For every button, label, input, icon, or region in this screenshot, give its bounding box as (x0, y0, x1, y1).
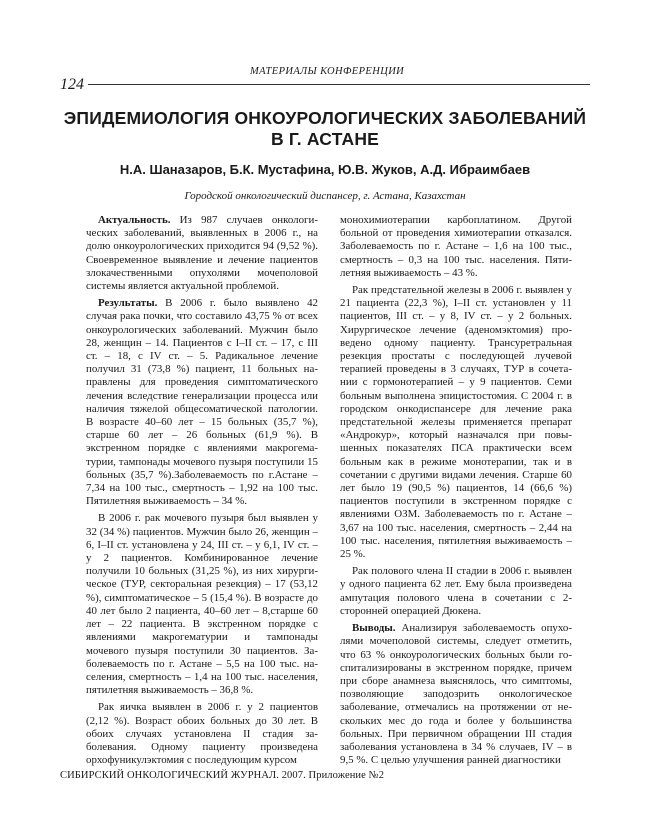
paragraph-lead: Результаты. (98, 297, 158, 310)
paragraph-lead: Актуальность. (98, 214, 171, 226)
paragraph-text: монохимиотерапии карбоплатином. Другой больной от проведения химиотерапии отказался. Заболеваемость по г. Астане – 1,6 на 100 тыс., смертность – 0,3 на 100 тыс. населения. Пятилетняя выживаемость – 43 %. (340, 214, 572, 279)
paragraph-text: Рак яичка выявлен в 2006 г. у 2 пациентов (2,12 %). Возраст обоих больных до 30 лет. В обоих случаях установлена II стадия заболевания. Одному пациенту произведена орхофуникулэктомия с последующим курсом (86, 701, 318, 766)
paragraph-lead: Выводы. (352, 622, 396, 635)
left-column (86, 214, 318, 766)
header-divider (60, 84, 590, 85)
paragraph-testis-continued (340, 214, 572, 280)
paragraph-text: Рак предстательной железы в 2006 г. выявлен у 21 пациента (22,3 %), I–II ст. установлен у 11 пациентов, III ст. – у 8, IV ст. – у 2 больных. Хирургическое лечение (аденомэктомия) проведено одному пациенту. Трансуретральная резекция простаты с последующей лучевой терапией проведены в 3 случаях, ТУР в сочетании с гормонотерапией – у 9 пациентов. Семи больным выполнена эпицистостомия. С 2004 г. в городском онкодиспансере для лечение рака предстательной железы применяется препарат «Андрокур», который назначался при повышенных показателях ПСА практически всем больным как в режиме монотерапии, так и в сочетании с другими видами лечения. Старше 60 лет было 19 (90,5 %) пациентов, 14 (66,6 %) пациентов поступили в экстренном порядке с явлениями ОЗМ. Заболеваемость по г. Астане – 3,67 на 100 тыс. населения, смертность – 2,44 на 100 тыс. населения, пятилетняя выживаемость – 25 %. (340, 284, 572, 561)
paragraph-testis (86, 701, 318, 766)
paragraph-text: Рак полового члена II стадии в 2006 г. выявлен у одного пациента 62 лет. Ему была произведена ампутация полового члена в сочетании с 2-сторонней операцией Дюкена. (340, 565, 572, 617)
journal-footer: СИБИРСКИЙ ОНКОЛОГИЧЕСКИЙ ЖУРНАЛ. 2007. Приложение №2 (60, 770, 385, 781)
paragraph-text: В 2006 г. рак мочевого пузыря был выявлен у 32 (34 %) пациентов. Мужчин было 26, женщин – 6, I–II ст. установлена у 24, III ст. – у 6,1, IV ст. – у 2 пациентов. Комбинированное лечение получили 10 больных (31,25 %), из них хирургическое (ТУР, секторальная резекция) – 17 (53,12 %), симптоматическое – 5 (15,4 %). В возрасте до 40 лет было 2 пациента, 40–60 лет – 8,старше 60 лет – 22 пациента. В экстренном порядке с явлениями макрогематурии и тампонады мочевого пузыря поступили 30 пациентов. Заболеваемость по г. Астане – 5,5 на 100 тыс. населения, смертность – 1,4 на 100 тыс. населения, пятилетняя выживаемость – 36,8 %. (86, 512, 318, 697)
paragraph-results-kidney (86, 297, 318, 508)
paragraph-prostate (340, 284, 572, 561)
authors: Н.А. Шаназаров, Б.К. Мустафина, Ю.В. Жуков, А.Д. Ибраимбаев (119, 162, 531, 177)
page-number: 124 (60, 76, 88, 94)
journal-section-header: МАТЕРИАЛЫ КОНФЕРЕНЦИИ (250, 66, 405, 77)
paragraph-penile (340, 565, 572, 618)
paragraph-text: Из 987 случаев онкологических заболеваний, выявленных в 2006 г., на долю онкоурологических приходится 94 (9,52 %). Своевременное выявление и лечение пациентов злокачественными опухолями мочеполовой системы является актуальной проблемой. (86, 214, 318, 293)
article-title-line-2: В Г. АСТАНЕ (270, 129, 380, 149)
article-title-line-1: ЭПИДЕМИОЛОГИЯ ОНКОУРОЛОГИЧЕСКИХ ЗАБОЛЕВАНИЙ (63, 108, 587, 128)
article-title (60, 108, 590, 150)
paragraph-relevance (86, 214, 318, 293)
paragraph-text: В 2006 г. было выявлено 42 случая рака почки, что составило 43,75 % от всех онкоурологических заболеваний. Мужчин было 28, женщин – 14. Пациентов с I–II ст. – 17, с III ст. – 18, с IV ст. – 5. Радикальное лечение получил 31 (73,8 %) пациент, 11 больных направлены для проведения симптоматического лечения вследствие генерализации процесса или наличия тяжелой общесоматической патологии. В возрасте 40–60 лет – 15 больных (35,7 %), старше 60 лет – 26 больных (61,9 %). В экстренном порядке с явлениями макрогематурии, тампонады мочевого пузыря поступили 15 больных (35,7 %).Заболеваемость по г.Астане – 7,34 на 100 тыс., смертность – 1,92 на 100 тыс. Пятилетняя выживаемость – 34 %. (86, 297, 318, 508)
right-column (340, 214, 572, 766)
paragraph-bladder (86, 512, 318, 697)
paragraph-text: Анализируя заболеваемость опухолями мочеполовой системы, следует отметить, что 63 % онкоурологических больных были госпитализированы в экстренном порядке, причем при сборе анамнеза выяснялось, что симптомы, позволяющие заподозрить онкологическое заболевание, отмечались на протяжении от нескольких мес до года и более у большинства больных. При первичном обращении III стадия заболевания установлена в 34 % случаев, IV – в 9,5 %. С целью улучшения ранней диагностики (340, 622, 572, 766)
paragraph-conclusions (340, 622, 572, 766)
affiliation: Городской онкологический диспансер, г. Астана, Казахстан (184, 190, 466, 202)
